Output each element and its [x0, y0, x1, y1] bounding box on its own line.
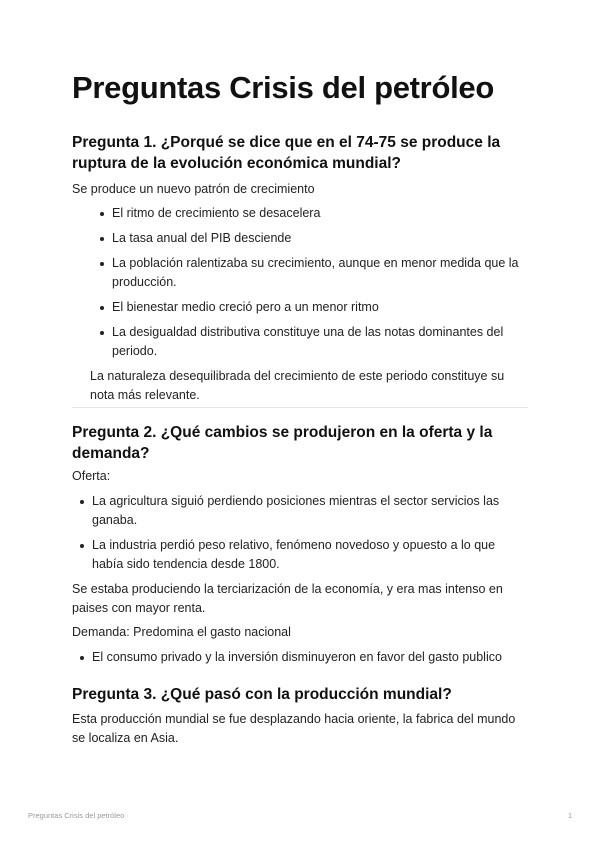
oferta-bullet-list	[72, 492, 528, 574]
terciarizacion-paragraph: Se estaba produciendo la terciarización de la economía, y era mas intenso en paises con mayor renta.	[72, 582, 503, 615]
list-item: El ritmo de crecimiento se desacelera	[72, 204, 528, 223]
question-1-intro: Se produce un nuevo patrón de crecimiento	[72, 182, 315, 196]
question-3-heading: Pregunta 3. ¿Qué pasó con la producción mundial?	[72, 686, 452, 703]
question-2-section	[72, 422, 528, 667]
question-1-section	[72, 132, 528, 405]
list-item: La población ralentizaba su crecimiento, aunque en menor medida que la producción.	[72, 254, 528, 292]
section-divider	[72, 407, 528, 408]
list-item: El consumo privado y la inversión disminuyeron en favor del gasto publico	[72, 648, 528, 667]
demanda-label: Demanda: Predomina el gasto nacional	[72, 625, 291, 639]
question-1-closing: La naturaleza desequilibrada del crecimiento de este periodo constituye su nota más relevante.	[90, 369, 505, 402]
footer-page-number: 1	[568, 811, 573, 820]
footer-doc-title: Preguntas Crisis del petróleo	[28, 811, 125, 820]
question-1-bullet-list	[72, 204, 528, 361]
page-title: Preguntas Crisis del petróleo	[72, 70, 494, 105]
list-item: La agricultura siguió perdiendo posiciones mientras el sector servicios las ganaba.	[72, 492, 528, 530]
list-item: La industria perdió peso relativo, fenómeno novedoso y opuesto a lo que había sido tendencia desde 1800.	[72, 536, 528, 574]
question-3-text: Esta producción mundial se fue desplazando hacia oriente, la fabrica del mundo se localiza en Asia.	[72, 712, 516, 745]
list-item: La tasa anual del PIB desciende	[72, 229, 528, 248]
question-1-heading: Pregunta 1. ¿Porqué se dice que en el 74-75 se produce la ruptura de la evolución económica mundial?	[72, 134, 501, 172]
question-3-section	[72, 684, 528, 748]
list-item: La desigualdad distributiva constituye una de las notas dominantes del periodo.	[72, 323, 528, 361]
oferta-label: Oferta:	[72, 469, 111, 483]
question-2-heading: Pregunta 2. ¿Qué cambios se produjeron en la oferta y la demanda?	[72, 424, 493, 462]
list-item: El bienestar medio creció pero a un menor ritmo	[72, 298, 528, 317]
demanda-bullet-list	[72, 648, 528, 667]
